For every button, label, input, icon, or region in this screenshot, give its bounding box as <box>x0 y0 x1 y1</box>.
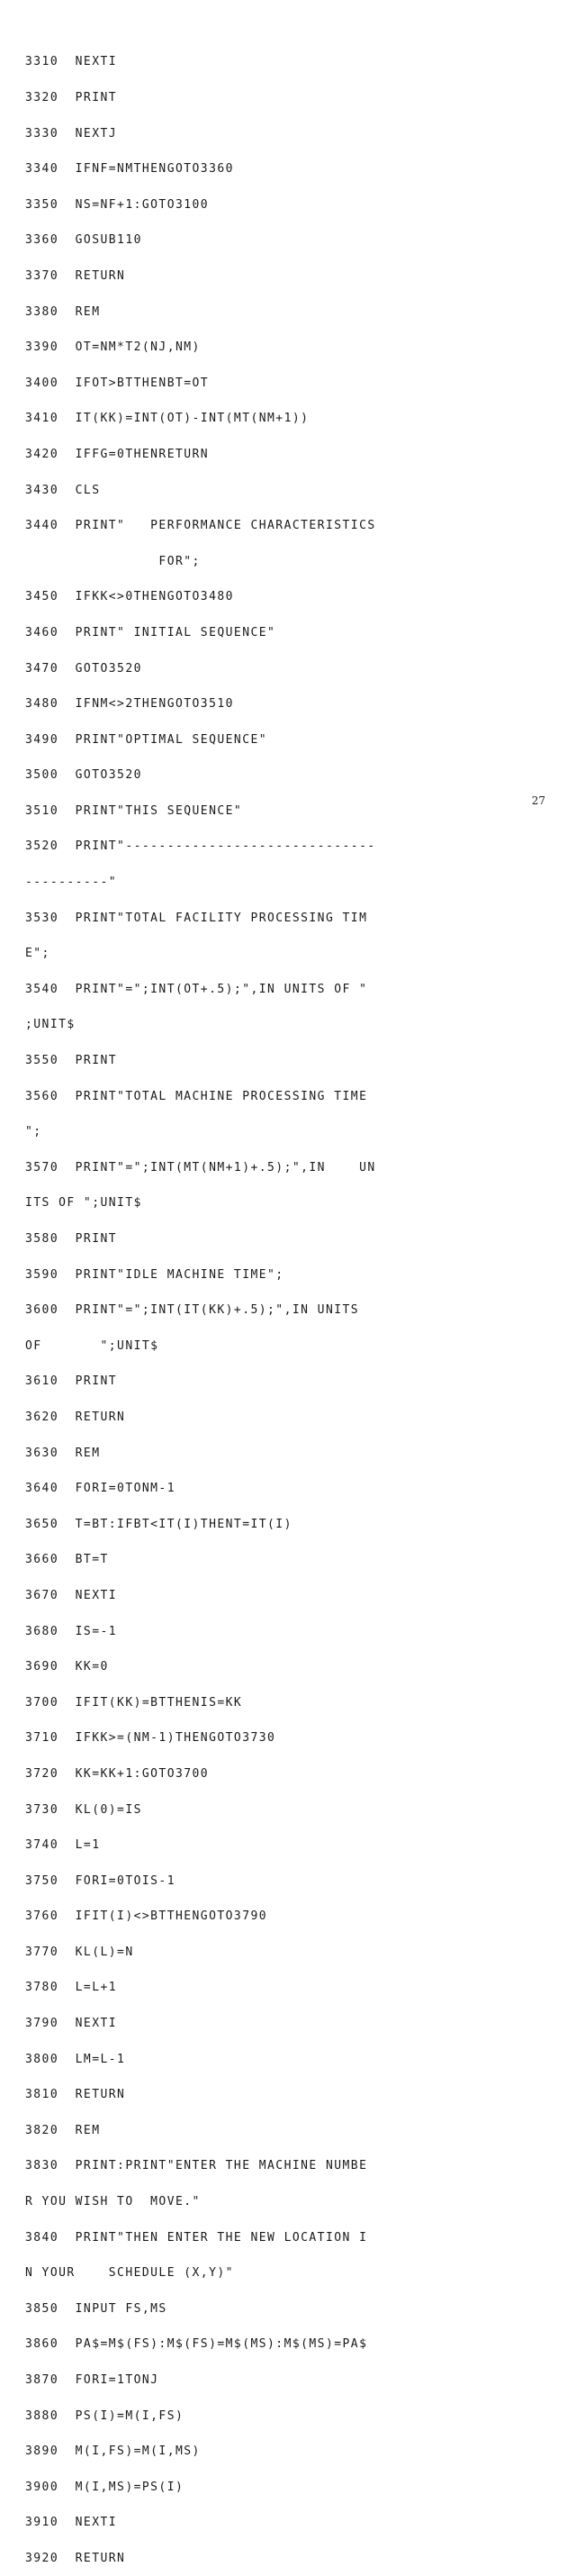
code-line: 3390 OT=NM*T2(NJ,NM) <box>25 340 201 355</box>
code-line: 3330 NEXTJ <box>25 126 118 141</box>
code-line: 3400 IFOT>BTTHENBT=OT <box>25 376 210 390</box>
code-line: 3830 PRINT:PRINT"ENTER THE MACHINE NUMBE <box>25 2159 368 2173</box>
code-line: ----------" <box>25 875 118 890</box>
code-line: ;UNIT$ <box>25 1018 76 1032</box>
code-line: 3640 FORI=0TONM-1 <box>25 1482 176 1496</box>
code-line: 3440 PRINT" PERFORMANCE CHARACTERISTICS <box>25 519 376 533</box>
code-line: 3520 PRINT"------------------------------ <box>25 839 376 854</box>
code-line: 3740 L=1 <box>25 1838 101 1853</box>
program-listing <box>25 32 556 2576</box>
code-line: 3530 PRINT"TOTAL FACILITY PROCESSING TIM <box>25 911 368 925</box>
code-line: 3690 KK=0 <box>25 1660 109 1674</box>
code-line: 3880 PS(I)=M(I,FS) <box>25 2408 184 2423</box>
code-line: 3350 NS=NF+1:GOTO3100 <box>25 197 210 212</box>
code-line: 3920 RETURN <box>25 2551 126 2565</box>
code-line: 3770 KL(L)=N <box>25 1945 134 1959</box>
page-number: 27 <box>531 794 545 807</box>
code-line: 3660 BT=T <box>25 1553 109 1567</box>
code-line: FOR"; <box>25 554 201 568</box>
code-line: 3580 PRINT <box>25 1232 118 1246</box>
code-line: 3320 PRINT <box>25 91 118 104</box>
code-line: 3370 RETURN <box>25 268 126 283</box>
code-line: OF ";UNIT$ <box>25 1338 159 1353</box>
code-line: 3490 PRINT"OPTIMAL SEQUENCE" <box>25 732 268 747</box>
code-line: 3560 PRINT"TOTAL MACHINE PROCESSING TIME <box>25 1089 368 1103</box>
code-line: 3710 IFKK>=(NM-1)THENGOTO3730 <box>25 1731 276 1746</box>
code-line: 3430 CLS <box>25 483 101 497</box>
code-line: 3410 IT(KK)=INT(OT)-INT(MT(NM+1)) <box>25 412 310 426</box>
code-line: 3870 FORI=1TONJ <box>25 2373 159 2387</box>
code-line: "; <box>25 1125 42 1139</box>
code-line: 3810 RETURN <box>25 2088 126 2102</box>
code-line: 3750 FORI=0TOIS-1 <box>25 1873 176 1888</box>
code-line: 3360 GOSUB110 <box>25 233 142 248</box>
code-line: 3820 REM <box>25 2123 101 2137</box>
code-line: 3420 IFFG=0THENRETURN <box>25 447 210 461</box>
code-line: 3840 PRINT"THEN ENTER THE NEW LOCATION I <box>25 2230 368 2245</box>
code-line: ITS OF ";UNIT$ <box>25 1196 142 1211</box>
code-line: 3510 PRINT"THIS SEQUENCE" <box>25 803 243 818</box>
code-line: 3910 NEXTI <box>25 2516 118 2530</box>
code-line: 3850 INPUT FS,MS <box>25 2301 167 2316</box>
code-line: 3680 IS=-1 <box>25 1624 118 1638</box>
code-line: 3450 IFKK<>0THENGOTO3480 <box>25 590 234 604</box>
code-line: 3650 T=BT:IFBT<IT(I)THENT=IT(I) <box>25 1517 292 1531</box>
code-line: 3670 NEXTI <box>25 1588 118 1602</box>
code-line: N YOUR SCHEDULE (X,Y)" <box>25 2266 234 2281</box>
code-line: 3620 RETURN <box>25 1410 126 1424</box>
code-line: 3860 PA$=M$(FS):M$(FS)=M$(MS):M$(MS)=PA$ <box>25 2337 368 2352</box>
code-line: 3570 PRINT"=";INT(MT(NM+1)+.5);",IN UN <box>25 1160 376 1175</box>
code-line: 3310 NEXTI <box>25 55 118 69</box>
code-line: 3340 IFNF=NMTHENGOTO3360 <box>25 162 234 177</box>
code-line: 3730 KL(0)=IS <box>25 1802 142 1817</box>
code-line: 3800 LM=L-1 <box>25 2052 126 2066</box>
code-line: 3380 REM <box>25 304 101 319</box>
code-line: 3550 PRINT <box>25 1054 118 1068</box>
code-line: 3460 PRINT" INITIAL SEQUENCE" <box>25 625 276 639</box>
code-line: 3790 NEXTI <box>25 2017 118 2031</box>
code-line: R YOU WISH TO MOVE." <box>25 2195 201 2209</box>
code-line: 3590 PRINT"IDLE MACHINE TIME"; <box>25 1267 284 1282</box>
code-line: 3470 GOTO3520 <box>25 661 142 676</box>
code-line: 3540 PRINT"=";INT(OT+.5);",IN UNITS OF " <box>25 982 368 996</box>
code-line: 3720 KK=KK+1:GOTO3700 <box>25 1766 210 1781</box>
code-line: E"; <box>25 947 50 961</box>
code-line: 3630 REM <box>25 1446 101 1460</box>
code-line: 3900 M(I,MS)=PS(I) <box>25 2480 184 2494</box>
code-line: 3610 PRINT <box>25 1374 118 1389</box>
code-line: 3500 GOTO3520 <box>25 768 142 783</box>
code-line: 3760 IFIT(I)<>BTTHENGOTO3790 <box>25 1909 268 1924</box>
code-line: 3480 IFNM<>2THENGOTO3510 <box>25 697 234 712</box>
code-line: 3700 IFIT(KK)=BTTHENIS=KK <box>25 1695 243 1710</box>
code-line: 3780 L=L+1 <box>25 1981 118 1995</box>
code-line: 3890 M(I,FS)=M(I,MS) <box>25 2444 201 2459</box>
code-line: 3600 PRINT"=";INT(IT(KK)+.5);",IN UNITS <box>25 1303 360 1318</box>
